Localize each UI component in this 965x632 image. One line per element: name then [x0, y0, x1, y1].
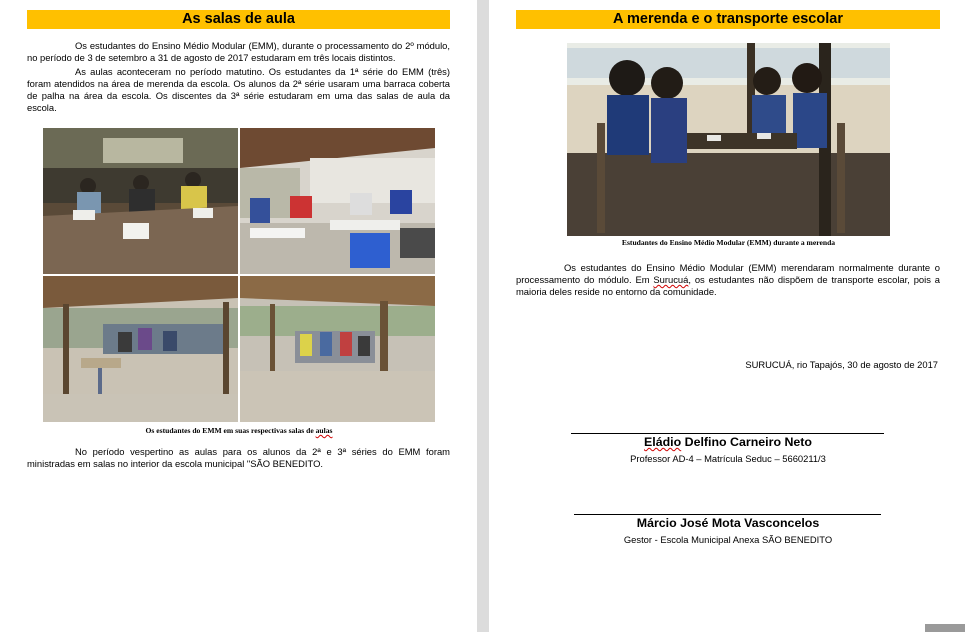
photo-hut-students [240, 276, 435, 422]
photo-caption-merenda: Estudantes do Ensino Médio Modular (EMM) durante a merenda [621, 238, 836, 247]
signature-role-teacher: Professor AD-4 – Matrícula Seduc – 5660211/3 [630, 453, 826, 464]
paragraph-merenda-transport: Os estudantes do Ensino Médio Modular (EMM) merendaram normalmente durante o processamento do módulo. Em Surucuá, os estudantes não dispõem de transporte escolar, pois a maioria deles reside no entorno da comunidade. [516, 262, 940, 297]
signature-name-manager: Márcio José Mota Vasconcelos [636, 516, 820, 530]
left-page [0, 0, 477, 632]
paragraph-afternoon-classes: No período vespertino as aulas para os alunos da 2ª e 3ª séries do EMM foram ministradas em salas no interior da escola municipal "SÃO BENEDITO. [27, 446, 450, 469]
paragraph-morning-classes: As aulas aconteceram no período matutino. Os estudantes da 1ª série do EMM (três) foram atendidos na área de merenda da escola. Os alunos da 2ª série usaram uma barraca coberta de palha na área da escola. Os discentes da 3ª série estudaram em uma das salas de aula da escola. [27, 66, 450, 113]
photo-students-merenda [567, 43, 890, 236]
photo-thatched-hut-class [43, 276, 238, 422]
photo-students-merenda-area [43, 128, 238, 274]
paragraph-intro: Os estudantes do Ensino Médio Modular (EMM), durante o processamento do 2º módulo, no período de 3 de setembro a 31 de agosto de 2017 estudaram em três locais distintos. [27, 40, 450, 63]
photo-caption-classrooms: Os estudantes do EMM em suas respectivas salas de aulas [145, 426, 333, 435]
signature-role-manager: Gestor - Escola Municipal Anexa SÃO BENEDITO [623, 534, 833, 545]
page-gutter [477, 0, 489, 632]
signature-line-manager [574, 514, 881, 515]
signature-line-teacher [571, 433, 884, 434]
scrollbar-thumb[interactable] [925, 624, 965, 632]
section-heading-snack-transport: A merenda e o transporte escolar [516, 10, 940, 29]
signature-name-teacher: Eládio Delfino Carneiro Neto [644, 435, 812, 449]
photo-classroom-interior [240, 128, 435, 274]
place-date: SURUCUÁ, rio Tapajós, 30 de agosto de 2017 [745, 359, 938, 370]
right-page [489, 0, 965, 632]
section-heading-classrooms: As salas de aula [27, 10, 450, 29]
